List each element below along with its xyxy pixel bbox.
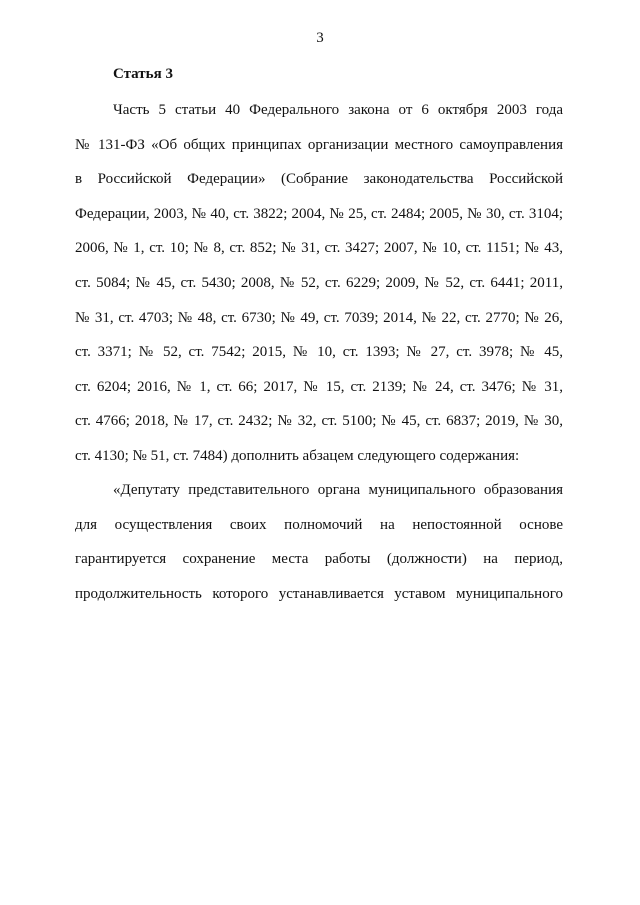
text-line: продолжительность которого устанавливается уставом муниципального xyxy=(75,585,563,602)
text-line: «Депутату представительного органа муниципального образования xyxy=(113,482,563,498)
text-line: 2006, № 1, ст. 10; № 8, ст. 852; № 31, ст. 3427; 2007, № 10, ст. 1151; № 43, xyxy=(75,240,563,257)
text-line: № 31, ст. 4703; № 48, ст. 6730; № 49, ст. 7039; 2014, № 22, ст. 2770; № 26, xyxy=(75,309,563,326)
text-line: ст. 4766; 2018, № 17, ст. 2432; № 32, ст. 5100; № 45, ст. 6837; 2019, № 30, xyxy=(75,413,563,430)
paragraph-quoted-provision xyxy=(75,480,563,618)
text-line: ст. 3371; № 52, ст. 7542; 2015, № 10, ст. 1393; № 27, ст. 3978; № 45, xyxy=(75,344,563,361)
page-number: 3 xyxy=(316,30,324,46)
text-line: ст. 6204; 2016, № 1, ст. 66; 2017, № 15, ст. 2139; № 24, ст. 3476; № 31, xyxy=(75,378,563,395)
text-line: для осуществления своих полномочий на непостоянной основе xyxy=(75,516,563,533)
text-line: гарантируется сохранение места работы (должности) на период, xyxy=(75,551,563,568)
text-line: Федерации, 2003, № 40, ст. 3822; 2004, № 25, ст. 2484; 2005, № 30, ст. 3104; xyxy=(75,205,563,222)
text-line: в Российской Федерации» (Собрание законодательства Российской xyxy=(75,171,563,188)
article-heading: Статья 3 xyxy=(113,66,173,82)
text-line: ст. 5084; № 45, ст. 5430; 2008, № 52, ст. 6229; 2009, № 52, ст. 6441; 2011, xyxy=(75,274,563,291)
text-line: ст. 4130; № 51, ст. 7484) дополнить абзацем следующего содержания: xyxy=(75,447,520,464)
text-line: № 131-ФЗ «Об общих принципах организации местного самоуправления xyxy=(75,136,563,153)
text-line: Часть 5 статьи 40 Федерального закона от 6 октября 2003 года xyxy=(113,102,563,118)
paragraph-amendment xyxy=(75,100,563,481)
